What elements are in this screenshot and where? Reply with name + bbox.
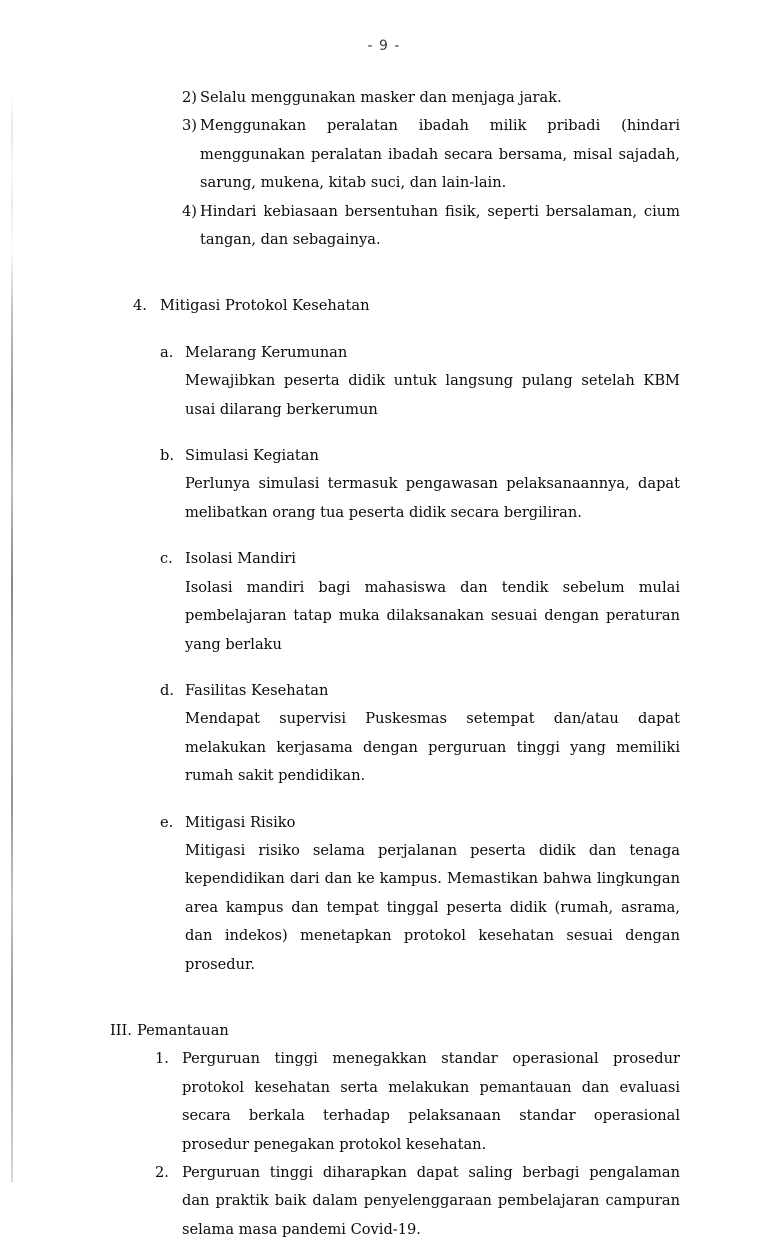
section-title: Pemantauan [137,1021,229,1039]
sub-item-text: Perlunya simulasi termasuk pengawasan pelaksanaannya, dapat melibatkan orang tua peserta didik secara bergiliran. [185,475,680,521]
sub-item-marker: a. [160,343,174,361]
list-item-text: Perguruan tinggi diharapkan dapat saling berbagi pengalaman dan praktik baik dalam penyelenggaraan pembelajaran campuran selama masa pandemi Covid-19. [182,1164,680,1238]
sub-item-title: Melarang Kerumunan [185,343,348,361]
sub-item [160,545,680,573]
sub-item-text: Mendapat supervisi Puskesmas setempat dan/atau dapat melakukan kerjasama dengan perguruan tinggi yang memiliki rumah sakit pendidikan. [185,710,680,785]
sub-item-title: Simulasi Kegiatan [185,447,319,465]
sub-item-marker: b. [160,447,174,465]
sub-item-body [160,470,680,527]
spacer [0,321,768,339]
sub-item-body [160,367,680,424]
list-item [155,1045,680,1159]
page-content [0,84,768,1244]
sub-item-body [160,705,680,790]
list-marker: 1. [155,1050,169,1068]
spacer [0,979,768,1017]
list-item [155,1159,680,1244]
sub-item-text: Mewajibkan peserta didik untuk langsung pulang setelah KBM usai dilarang berkerumun [185,372,680,418]
sub-item [160,809,680,837]
list-item-text: Perguruan tinggi menegakkan standar operasional prosedur protokol kesehatan serta melakukan pemantauan dan evaluasi secara berkala terhadap pelaksanaan standar operasional prosedur penegakan protokol kesehatan. [182,1050,680,1153]
sub-item-text: Mitigasi risiko selama perjalanan peserta didik dan tenaga kependidikan dari dan ke kampus. Memastikan bahwa lingkungan area kampus dan tempat tinggal peserta didik (rumah, asrama, dan indekos) menetapkan protokol kesehatan sesuai dengan prosedur. [185,841,680,973]
page-number: - 9 - [367,38,401,54]
list-item-text: Menggunakan peralatan ibadah milik pribadi (hindari menggunakan peralatan ibadah secara bersama, misal sajadah, sarung, mukena, kitab suci, dan lain-lain. [200,117,680,192]
sub-item-body [160,837,680,979]
sub-item-title: Fasilitas Kesehatan [185,681,329,699]
sub-item [160,442,680,470]
section-marker: III. [110,1021,132,1039]
list-item [182,198,680,255]
sub-item-title: Mitigasi Risiko [185,813,296,831]
sub-item-body [160,574,680,659]
spacer [0,424,768,442]
spacer [0,791,768,809]
section-heading-4 [133,292,680,320]
sub-item-text: Isolasi mandiri bagi mahasiswa dan tendik sebelum mulai pembelajaran tatap muka dilaksanakan sesuai dengan peraturan yang berlaku [185,578,680,653]
list-item [182,84,680,112]
section-marker: 4. [133,297,147,315]
sub-item [160,677,680,705]
section-heading-3 [110,1017,680,1045]
sub-item-marker: c. [160,550,173,568]
spacer [0,254,768,292]
spacer [0,527,768,545]
sub-item [160,339,680,367]
sub-item-marker: d. [160,681,174,699]
section-title: Mitigasi Protokol Kesehatan [160,297,370,315]
list-marker: 2) [182,89,197,106]
list-item-text: Selalu menggunakan masker dan menjaga jarak. [200,89,562,106]
list-marker: 2. [155,1164,169,1181]
sub-item-title: Isolasi Mandiri [185,550,296,568]
list-item-text: Hindari kebiasaan bersentuhan fisik, seperti bersalaman, cium tangan, dan sebagainya. [200,202,680,249]
spacer [0,659,768,677]
list-marker: 3) [182,117,197,135]
sub-item-marker: e. [160,813,174,831]
list-item [182,112,680,197]
list-marker: 4) [182,202,197,220]
